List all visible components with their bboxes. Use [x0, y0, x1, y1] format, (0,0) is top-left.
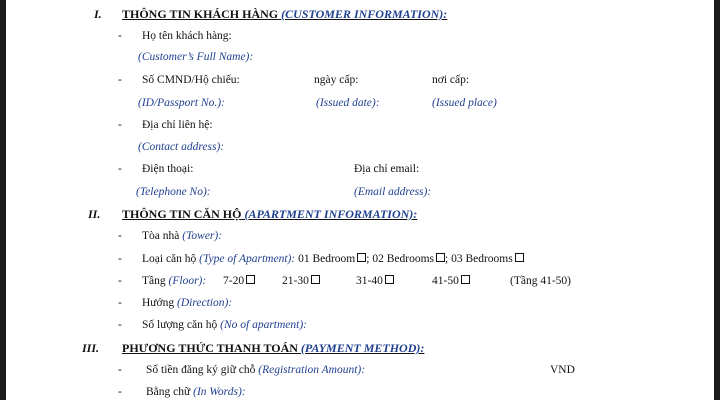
type-checkbox-1[interactable] — [357, 253, 366, 262]
section-heading-payment — [122, 341, 424, 355]
section-title-en: (PAYMENT METHOD): — [300, 341, 425, 355]
phone-label: Điện thoại: — [142, 163, 194, 175]
floor-row — [142, 274, 206, 288]
bullet: - — [118, 297, 122, 309]
section-heading-customer — [122, 7, 447, 21]
words-label: Bằng chữ — [146, 386, 191, 398]
floor-en: (Floor): — [168, 275, 207, 287]
type-option-2: ; 02 Bedrooms — [366, 253, 434, 265]
floor-option-3 — [356, 274, 394, 288]
words-en: (In Words): — [193, 386, 246, 398]
phone-en: (Telephone No): — [136, 186, 211, 198]
issued-place-label: nơi cấp: — [432, 74, 470, 86]
section-title: THÔNG TIN CĂN HỘ — [122, 207, 242, 221]
section-number: III. — [82, 341, 100, 355]
direction-row — [142, 296, 232, 310]
bullet: - — [118, 364, 122, 376]
tower-row — [142, 229, 222, 243]
type-checkbox-2[interactable] — [436, 253, 445, 262]
floor-label: Tầng — [142, 275, 166, 287]
issued-place-en: (Issued place) — [432, 97, 497, 109]
floor-option-1 — [223, 274, 255, 288]
email-label: Địa chỉ email: — [354, 163, 420, 175]
issued-date-label: ngày cấp: — [314, 74, 359, 86]
type-option-3: ; 03 Bedrooms — [445, 253, 513, 265]
bullet: - — [118, 253, 122, 265]
floor-checkbox-4[interactable] — [461, 275, 470, 284]
currency-label: VND — [550, 364, 575, 376]
section-number: II. — [88, 207, 101, 221]
type-row — [142, 252, 524, 266]
id-en: (ID/Passport No.): — [138, 97, 225, 109]
bullet: - — [118, 386, 122, 398]
tower-en: (Tower): — [182, 230, 223, 242]
bullet: - — [118, 74, 122, 86]
words-row — [146, 385, 246, 399]
amount-row — [146, 363, 365, 377]
amount-label: Số tiền đăng ký giữ chỗ — [146, 364, 256, 376]
bullet: - — [118, 275, 122, 287]
bullet: - — [118, 163, 122, 175]
section-number: I. — [94, 7, 102, 21]
customer-name-en: (Customer’s Full Name): — [138, 51, 254, 63]
direction-en: (Direction): — [177, 297, 233, 309]
qty-label: Số lượng căn hộ — [142, 319, 218, 331]
bullet: - — [118, 119, 122, 131]
floor-option-2-label: 21-30 — [282, 275, 309, 287]
type-checkbox-3[interactable] — [515, 253, 524, 262]
address-en: (Contact address): — [138, 141, 225, 153]
type-label: Loại căn hộ — [142, 253, 197, 265]
bullet: - — [118, 230, 122, 242]
floor-option-4-label: 41-50 — [432, 275, 459, 287]
floor-option-1-label: 7-20 — [223, 275, 245, 287]
section-title-en: (APARTMENT INFORMATION): — [244, 207, 418, 221]
qty-row — [142, 318, 307, 332]
amount-en: (Registration Amount): — [258, 364, 366, 376]
floor-checkbox-3[interactable] — [385, 275, 394, 284]
id-label: Số CMND/Hộ chiếu: — [142, 74, 240, 86]
section-title: THÔNG TIN KHÁCH HÀNG — [122, 7, 279, 21]
bullet: - — [118, 319, 122, 331]
direction-label: Hướng — [142, 297, 175, 309]
email-en: (Email address): — [354, 186, 432, 198]
floor-option-2 — [282, 274, 320, 288]
form-page — [6, 0, 714, 400]
floor-option-3-label: 31-40 — [356, 275, 383, 287]
floor-option-4 — [432, 274, 470, 288]
floor-checkbox-1[interactable] — [246, 275, 255, 284]
floor-checkbox-2[interactable] — [311, 275, 320, 284]
type-en: (Type of Apartment): — [199, 253, 296, 265]
type-option-1: 01 Bedroom — [298, 253, 356, 265]
tower-label: Tòa nhà — [142, 230, 180, 242]
section-heading-apartment — [122, 207, 417, 221]
section-title: PHƯƠNG THỨC THANH TOÁN — [122, 341, 298, 355]
issued-date-en: (Issued date): — [316, 97, 380, 109]
qty-en: (No of apartment): — [220, 319, 308, 331]
floor-note: (Tầng 41-50) — [510, 275, 571, 287]
address-label: Địa chỉ liên hệ: — [142, 119, 213, 131]
section-title-en: (CUSTOMER INFORMATION): — [281, 7, 448, 21]
bullet: - — [118, 30, 122, 42]
customer-name-label: Họ tên khách hàng: — [142, 30, 232, 42]
